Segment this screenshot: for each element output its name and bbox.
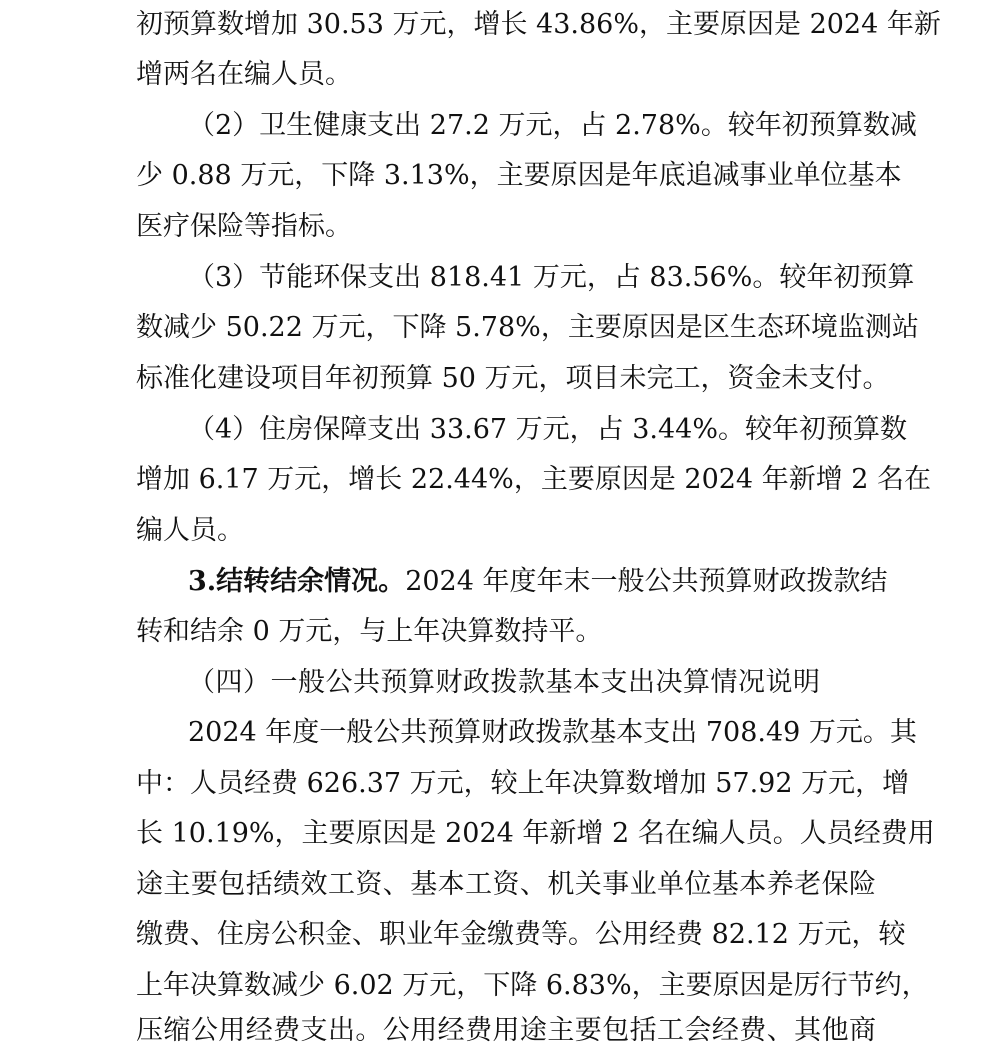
paragraph-line: 增两名在编人员。 — [136, 59, 352, 90]
paragraph-line: （4）住房保障支出 33.67 万元，占 3.44%。较年初预算数 — [188, 414, 907, 445]
paragraph-line — [188, 557, 888, 607]
paragraph-line: 中：人员经费 626.37 万元，较上年决算数增加 57.92 万元，增 — [136, 768, 910, 799]
paragraph-line: 编人员。 — [136, 515, 244, 546]
paragraph-line: 增加 6.17 万元，增长 22.44%，主要原因是 2024 年新增 2 名在 — [136, 464, 932, 495]
section-heading: （四）一般公共预算财政拨款基本支出决算情况说明 — [188, 667, 821, 698]
paragraph-line: 标准化建设项目年初预算 50 万元，项目未完工，资金未支付。 — [136, 363, 890, 394]
paragraph-line: 数减少 50.22 万元，下降 5.78%，主要原因是区生态环境监测站 — [136, 312, 919, 343]
paragraph-line: 少 0.88 万元，下降 3.13%，主要原因是年底追减事业单位基本 — [136, 160, 902, 191]
paragraph-line: 初预算数增加 30.53 万元，增长 43.86%，主要原因是 2024 年新 — [136, 9, 941, 40]
paragraph-line: 上年决算数减少 6.02 万元，下降 6.83%，主要原因是厉行节约， — [136, 970, 929, 1001]
paragraph-line: （2）卫生健康支出 27.2 万元，占 2.78%。较年初预算数减 — [188, 110, 917, 141]
paragraph-text: 2024 年度年末一般公共预算财政拨款结 — [405, 566, 888, 597]
paragraph-line: 压缩公用经费支出。公用经费用途主要包括工会经费、其他商 — [136, 1015, 876, 1046]
paragraph-line: （3）节能环保支出 818.41 万元，占 83.56%。较年初预算 — [188, 262, 915, 293]
paragraph-line: 转和结余 0 万元，与上年决算数持平。 — [136, 616, 603, 647]
paragraph-line: 途主要包括绩效工资、基本工资、机关事业单位基本养老保险 — [136, 869, 876, 900]
paragraph-line: 2024 年度一般公共预算财政拨款基本支出 708.49 万元。其 — [188, 717, 917, 748]
paragraph-line: 缴费、住房公积金、职业年金缴费等。公用经费 82.12 万元，较 — [136, 919, 906, 950]
paragraph-line: 长 10.19%，主要原因是 2024 年新增 2 名在编人员。人员经费用 — [136, 818, 935, 849]
paragraph-line: 医疗保险等指标。 — [136, 211, 352, 242]
section-heading: 3.结转结余情况。 — [188, 566, 406, 597]
